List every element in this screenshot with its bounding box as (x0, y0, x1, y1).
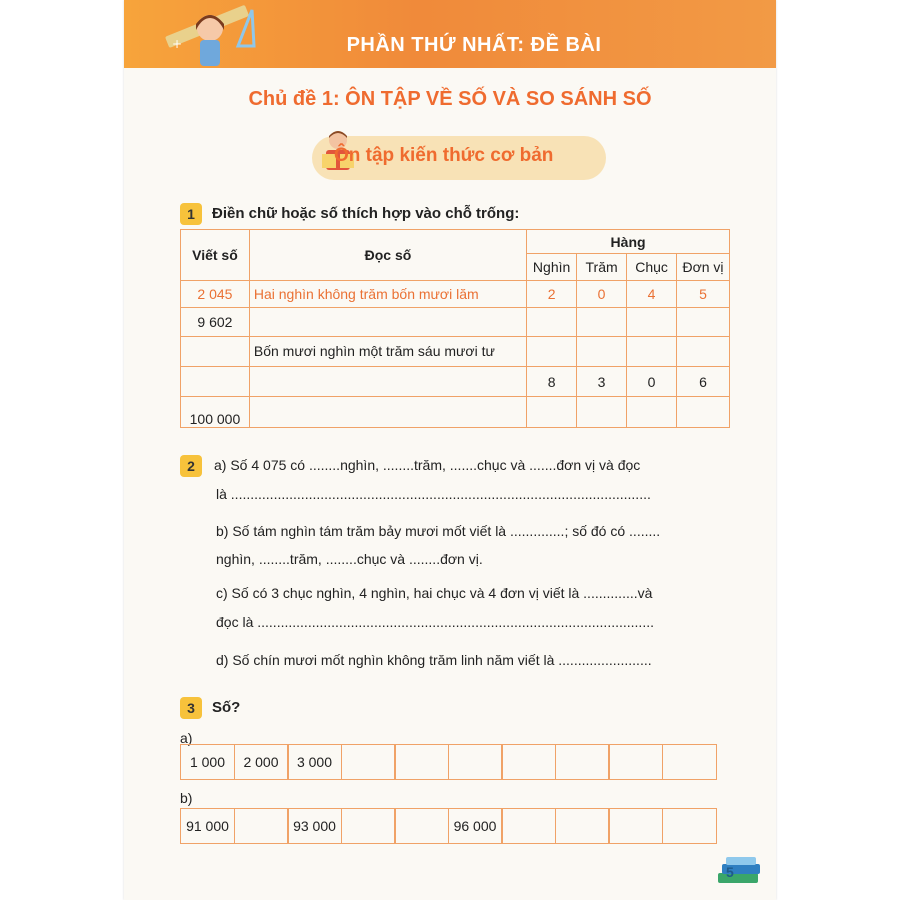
sequence-row-b (180, 808, 717, 844)
digit-blank[interactable] (527, 397, 577, 428)
place-hundreds: Trăm (577, 254, 627, 280)
digit-blank[interactable] (677, 308, 730, 336)
read-number-blank[interactable] (249, 308, 526, 336)
sequence-row-a (180, 744, 717, 780)
header-write-number: Viết số (181, 230, 250, 281)
sequence-cell-blank[interactable] (555, 744, 610, 780)
sequence-cell: 3 000 (287, 744, 342, 780)
read-number: Hai nghìn không trăm bốn mươi lăm (249, 280, 526, 307)
page-number: 5 (726, 864, 734, 880)
written-number-blank[interactable] (181, 336, 250, 366)
digit-blank[interactable] (577, 397, 627, 428)
written-number-blank[interactable] (181, 367, 250, 397)
question-2-badge: 2 (180, 455, 202, 477)
digit: 3 (577, 367, 627, 397)
digit: 0 (577, 280, 627, 307)
sequence-cell-blank[interactable] (608, 808, 663, 844)
digit: 0 (627, 367, 677, 397)
sequence-cell: 91 000 (180, 808, 235, 844)
digit-blank[interactable] (577, 336, 627, 366)
question-3-title: Số? (212, 699, 241, 716)
digit-blank[interactable] (677, 397, 730, 428)
read-number-blank[interactable] (249, 397, 526, 428)
place-thousands: Nghìn (527, 254, 577, 280)
place-tens: Chục (627, 254, 677, 280)
table-row (181, 308, 730, 336)
question-3a-label: a) (180, 730, 193, 746)
header-read-number: Đọc số (249, 230, 526, 281)
digit-blank[interactable] (527, 336, 577, 366)
question-2b-line-2: nghìn, ........trăm, ........chục và ........đơn vị. (216, 551, 483, 567)
digit-blank[interactable] (627, 397, 677, 428)
sequence-cell: 2 000 (234, 744, 289, 780)
header-place-value: Hàng (527, 230, 730, 254)
svg-text:+: + (172, 37, 183, 51)
table-row (181, 336, 730, 366)
sequence-cell: 1 000 (180, 744, 235, 780)
sequence-cell-blank[interactable] (394, 808, 449, 844)
sequence-cell: 96 000 (448, 808, 503, 844)
book-stack-icon (714, 855, 766, 887)
digit: 6 (677, 367, 730, 397)
question-2a-line-2[interactable]: là ............................................................................................................ (216, 486, 651, 502)
digit-blank[interactable] (677, 336, 730, 366)
sequence-cell-blank[interactable] (662, 744, 717, 780)
sequence-cell-blank[interactable] (341, 808, 396, 844)
question-1-badge: 1 (180, 203, 202, 225)
digit-blank[interactable] (627, 336, 677, 366)
digit: 2 (527, 280, 577, 307)
table-row (181, 397, 730, 428)
digit: 8 (527, 367, 577, 397)
part-title: PHẦN THỨ NHẤT: ĐỀ BÀI (346, 34, 602, 56)
question-2a-line-1: a) Số 4 075 có ........nghìn, ........trăm, .......chục và .......đơn vị và đọc (214, 457, 641, 473)
sequence-cell-blank[interactable] (501, 808, 556, 844)
digit-blank[interactable] (527, 308, 577, 336)
section-title: Ôn tập kiến thức cơ bản (334, 145, 554, 166)
sequence-cell-blank[interactable] (662, 808, 717, 844)
question-3b-label: b) (180, 790, 193, 806)
question-2d-line: d) Số chín mươi mốt nghìn không trăm linh năm viết là ........................ (216, 652, 652, 668)
workbook-page (124, 0, 776, 900)
topic-title: Chủ đề 1: ÔN TẬP VỀ SỐ VÀ SO SÁNH SỐ (248, 88, 652, 110)
read-number: Bốn mươi nghìn một trăm sáu mươi tư (249, 336, 526, 366)
digit-blank[interactable] (627, 308, 677, 336)
question-2b-line-1: b) Số tám nghìn tám trăm bảy mươi mốt viết là ..............; số đó có ........ (216, 523, 661, 539)
written-number: 2 045 (181, 280, 250, 307)
sequence-cell-blank[interactable] (608, 744, 663, 780)
question-2c-line-2[interactable]: đọc là ...................................................................................................... (216, 614, 654, 630)
sequence-cell-blank[interactable] (555, 808, 610, 844)
digit: 5 (677, 280, 730, 307)
table-row (181, 367, 730, 397)
sequence-cell-blank[interactable] (448, 744, 503, 780)
table-row (181, 280, 730, 307)
sequence-cell-blank[interactable] (341, 744, 396, 780)
sequence-cell-blank[interactable] (234, 808, 289, 844)
read-number-blank[interactable] (249, 367, 526, 397)
question-1-title: Điền chữ hoặc số thích hợp vào chỗ trống: (212, 205, 520, 222)
sequence-cell: 93 000 (287, 808, 342, 844)
written-number: 100 000 (181, 397, 250, 428)
sequence-cell-blank[interactable] (501, 744, 556, 780)
question-3-badge: 3 (180, 697, 202, 719)
digit: 4 (627, 280, 677, 307)
question-2c-line-1: c) Số có 3 chục nghìn, 4 nghìn, hai chục và 4 đơn vị viết là ..............và (216, 585, 653, 601)
girl-with-ruler-illustration-icon (160, 0, 256, 66)
digit-blank[interactable] (577, 308, 627, 336)
place-units: Đơn vị (677, 254, 730, 280)
written-number: 9 602 (181, 308, 250, 336)
sequence-cell-blank[interactable] (394, 744, 449, 780)
number-table (180, 229, 730, 428)
